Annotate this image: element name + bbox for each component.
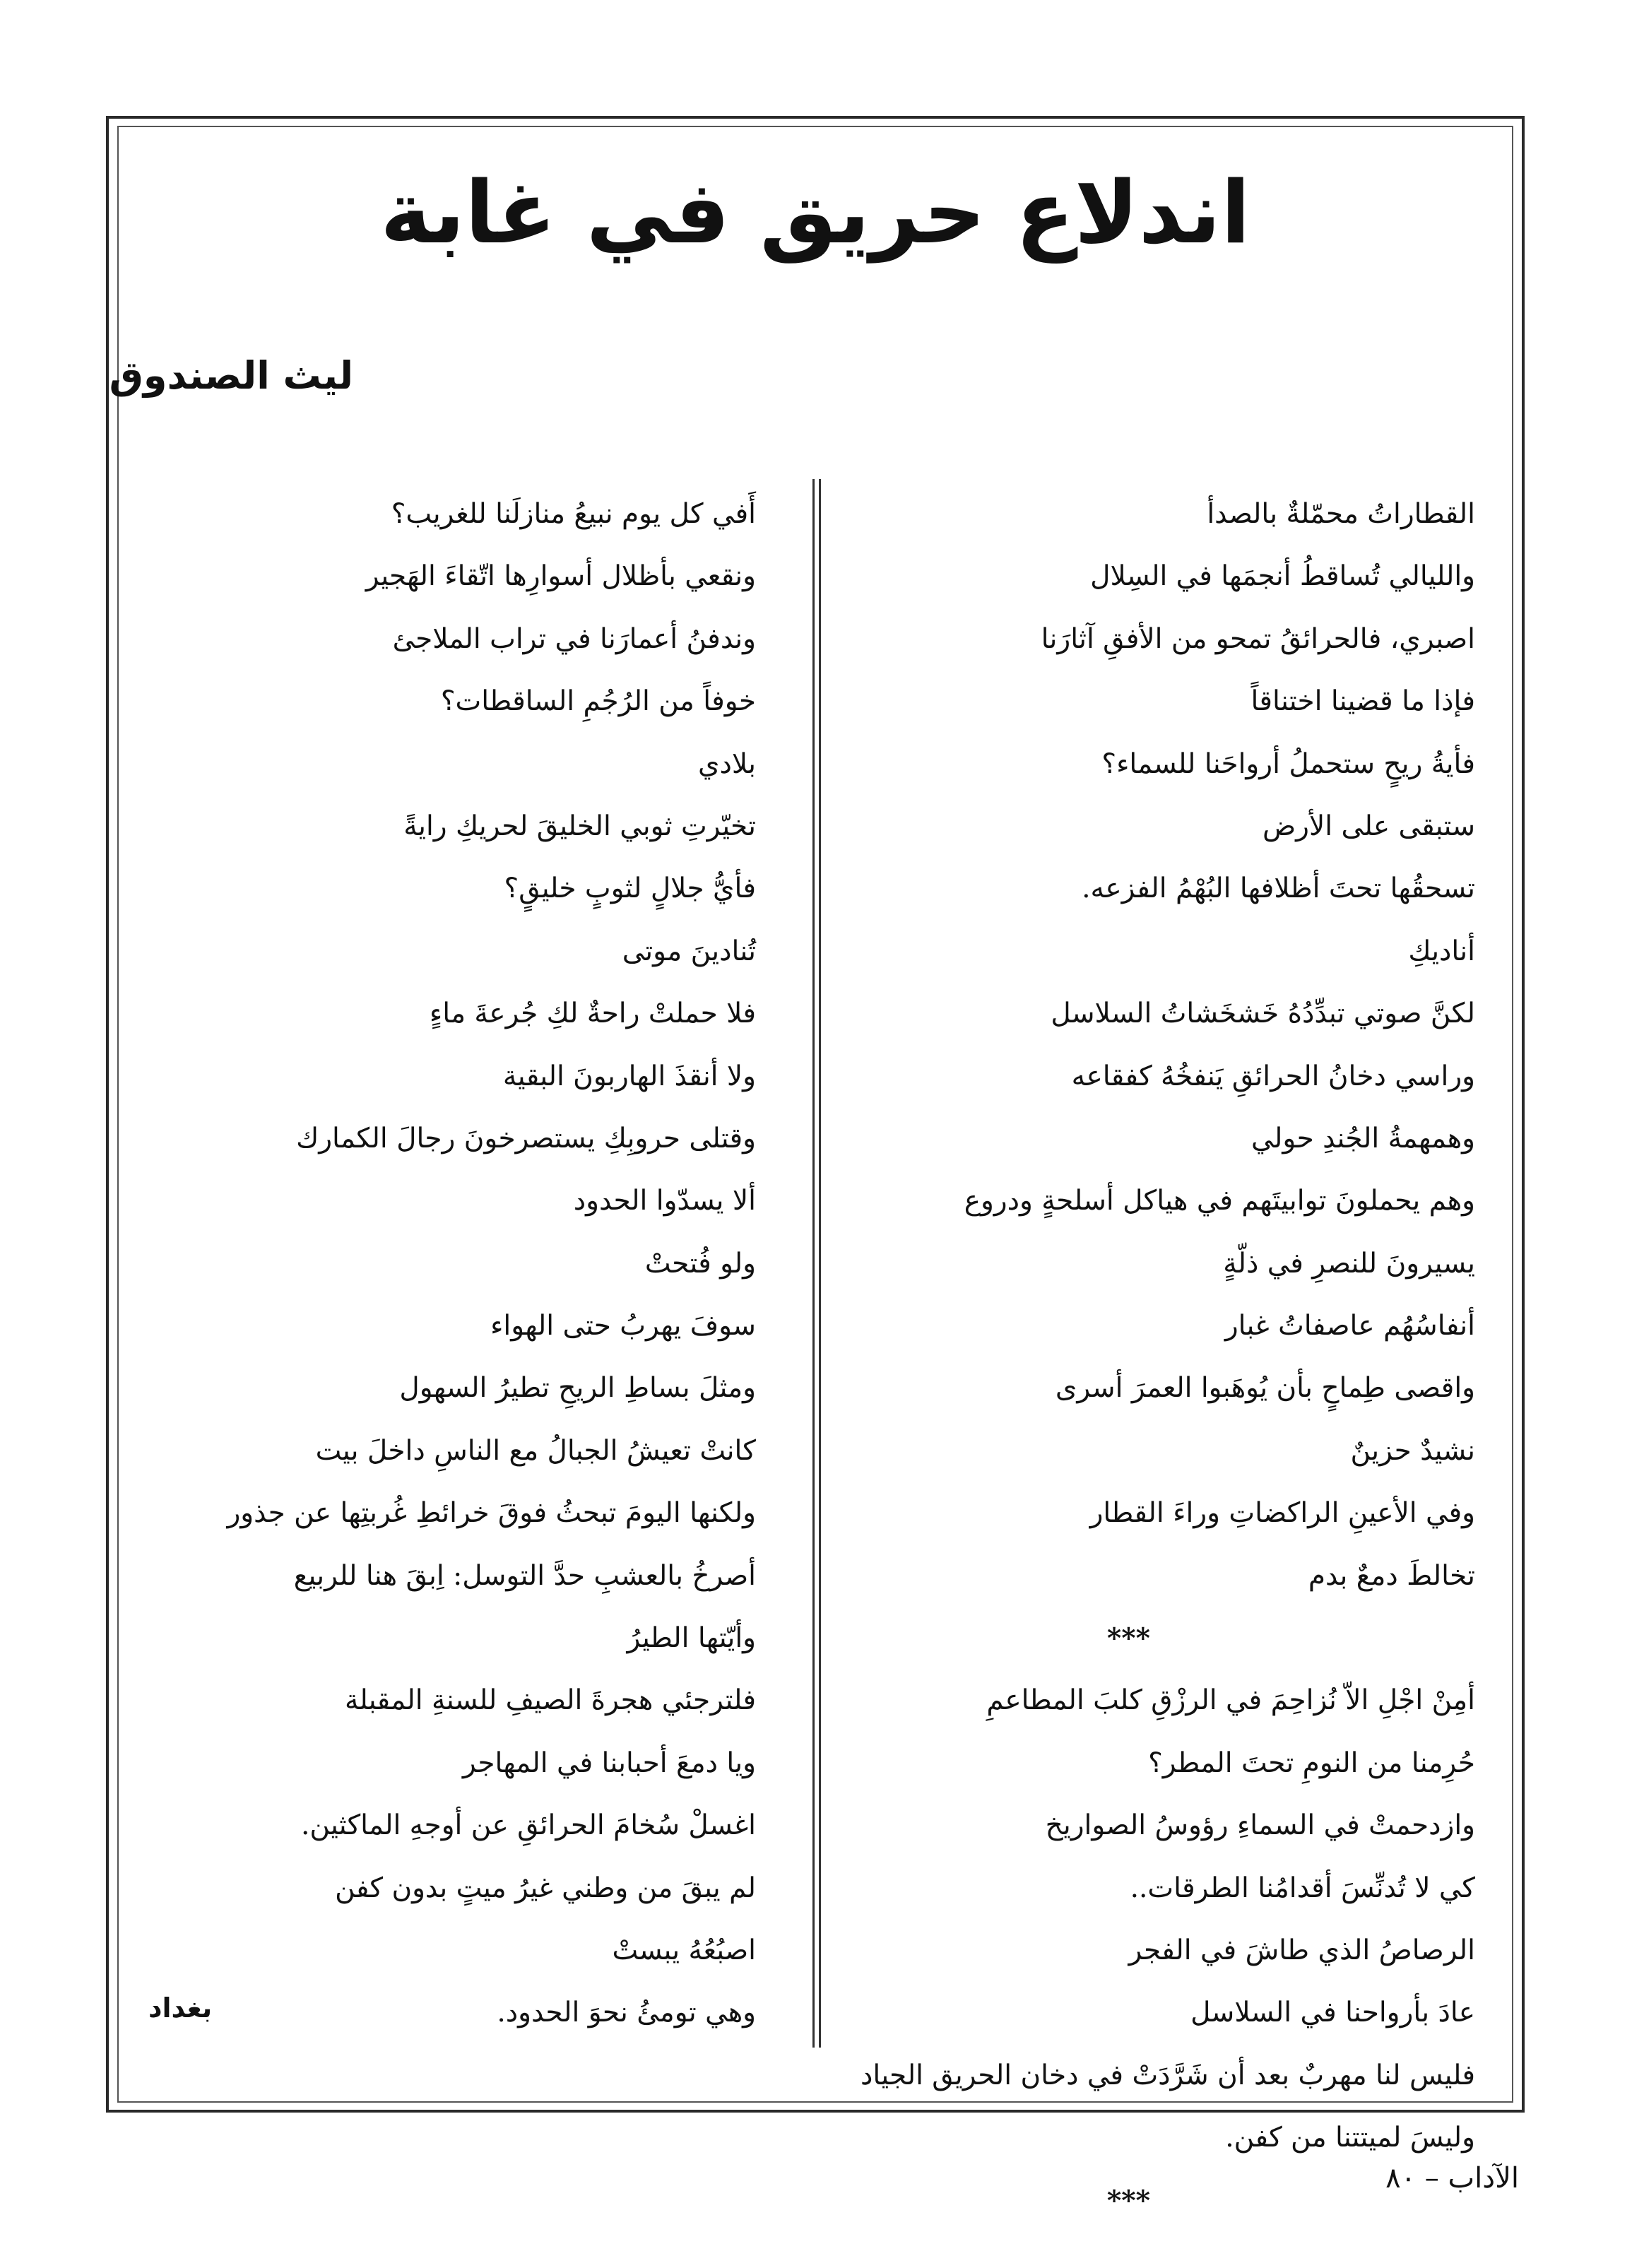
poem-column-left (148, 483, 756, 2045)
poem-line: وندفنُ أعمارَنا في تراب الملاجئ (392, 622, 756, 655)
poem-line: ونقعي بأظلال أسوارِها اتّقاءَ الهَجير (365, 560, 756, 593)
poem-line: لم يبقَ من وطني غيرُ ميتٍ بدون كفن (335, 1872, 756, 1904)
poem-line: ولا أنقذَ الهاربونَ البقية (502, 1060, 756, 1092)
poem-line: الرصاصُ الذي طاشَ في الفجر (1128, 1934, 1475, 1966)
poem-line: اصبري، فالحرائقُ تمحو من الأفقِ آثارَنا (1041, 622, 1475, 655)
poem-line: فلترجئي هجرةَ الصيفِ للسنةِ المقبلة (344, 1684, 756, 1717)
poem-line: خوفاً من الرُجُمِ الساقطات؟ (440, 685, 756, 718)
poem-line: وأيّتها الطيرُ (627, 1622, 756, 1655)
poem-line: *** (1106, 2184, 1150, 2217)
poem-line: ولو فُتحتْ (644, 1247, 756, 1280)
poem-line: واقصى طِماحٍ بأن يُوهَبوا العمرَ أسرى (1055, 1372, 1475, 1405)
poem-line: لكنَّ صوتي تبدِّدُهُ خَشخَشاتُ السلاسل (1051, 998, 1475, 1030)
poem-line: نشيدٌ حزينٌ (1350, 1434, 1475, 1467)
poem-title: اندلاع حريق في غابة (380, 163, 1250, 263)
poem-line: وهم يحملونَ توابيتَهم في هياكل أسلحةٍ ودروع (964, 1185, 1475, 1217)
poem-line: أنفاسُهُم عاصفاتُ غبار (1224, 1310, 1475, 1342)
poem-line: وقتلى حروبِكِ يستصرخونَ رجالَ الكمارك (296, 1122, 756, 1154)
poem-line: عادَ بأرواحنا في السلاسل (1190, 1997, 1475, 2029)
poem-line: ويا دمعَ أحبابنا في المهاجر (462, 1747, 756, 1779)
poem-line: حُرِمنا من النومِ تحتَ المطر؟ (1148, 1747, 1475, 1779)
poem-line: ولكنها اليومَ تبحثُ فوقَ خرائطِ غُربتِها عن جذور (227, 1497, 756, 1530)
poem-line: وليسَ لميتتنا من كفن. (1225, 2122, 1475, 2154)
poem-line: سوفَ يهربُ حتى الهواء (490, 1310, 756, 1342)
poem-line: وهي تومئُ نحوَ الحدود. (497, 1997, 756, 2029)
poem-column-right (861, 483, 1475, 2232)
poem-line: وفي الأعينِ الراكضاتِ وراءَ القطار (1089, 1497, 1475, 1530)
poem-line: وازدحمتْ في السماءِ رؤوسُ الصواريخ (1045, 1809, 1475, 1842)
poem-line: تسحقُها تحتَ أظلافها البُهْمُ الفزعه. (1082, 873, 1475, 905)
poem-line: ألا يسدّوا الحدود (573, 1185, 756, 1217)
poem-line: وراسي دخانُ الحرائقِ يَنفخُهُ كفقاعه (1071, 1060, 1475, 1092)
place-signature: بغداد (148, 1992, 213, 2024)
poem-line: وهمهمةُ الجُندِ حولي (1251, 1122, 1475, 1154)
poem-line: فأيةُ ريحٍ ستحملُ أرواحَنا للسماء؟ (1101, 748, 1475, 780)
poem-line: اغسلْ سُخامَ الحرائقِ عن أوجهِ الماكثين. (300, 1809, 756, 1842)
poem-line: تخيّرتِ ثوبي الخليقَ لحريكِ رايةً (403, 810, 756, 842)
poem-line: كي لا تُدنِّسَ أقدامُنا الطرقات.. (1130, 1872, 1475, 1904)
poem-line: أصرخُ بالعشبِ حدَّ التوسل: اِبقَ هنا للربيع (293, 1559, 756, 1592)
poem-line: والليالي تُساقطُ أنجمَها في السِلال (1090, 560, 1475, 593)
poem-line: تخالطَ دمعٌ بدم (1308, 1559, 1475, 1592)
poem-line: فأيُّ جلالٍ لثوبٍ خليقٍ؟ (504, 873, 756, 905)
column-divider (812, 479, 821, 2048)
poem-line: أمِنْ اجْلِ الاّ نُزاحِمَ في الرزْقِ كلبَ المطاعمِ (986, 1684, 1475, 1717)
poem-line: القطاراتُ محمّلةٌ بالصدأ (1207, 498, 1475, 530)
poem-line: ومثلَ بساطِ الريحِ تطيرُ السهول (399, 1372, 756, 1405)
poem-line: بلادي (697, 748, 756, 780)
poem-line: أَفي كل يوم نبيعُ منازلَنا للغريب؟ (391, 498, 756, 530)
author-name: ليث الصندوق (109, 353, 353, 398)
poem-line: أناديكِ (1408, 935, 1475, 967)
poem-line: فإذا ما قضينا اختناقاً (1250, 685, 1475, 718)
poem-line: فلا حملتْ راحةٌ لكِ جُرعةَ ماءٍ (429, 998, 756, 1030)
poem-line: ستبقى على الأرض (1263, 810, 1475, 842)
poem-line: يسيرونَ للنصرِ في ذلّةٍ (1223, 1247, 1475, 1280)
poem-line: كانتْ تعيشُ الجبالُ مع الناسِ داخلَ بيت (315, 1434, 756, 1467)
poem-line: تُنادينَ موتى (622, 935, 756, 967)
poem-line: اصبُعُهُ يبستْ (612, 1934, 756, 1966)
poem-line: فليس لنا مهربٌ بعد أن شَرَّدَتْ في دخان الحريق الجياد (861, 2059, 1475, 2091)
poem-line: *** (1106, 1622, 1150, 1655)
page-footer: الآداب – ٨٠ (1385, 2162, 1519, 2195)
